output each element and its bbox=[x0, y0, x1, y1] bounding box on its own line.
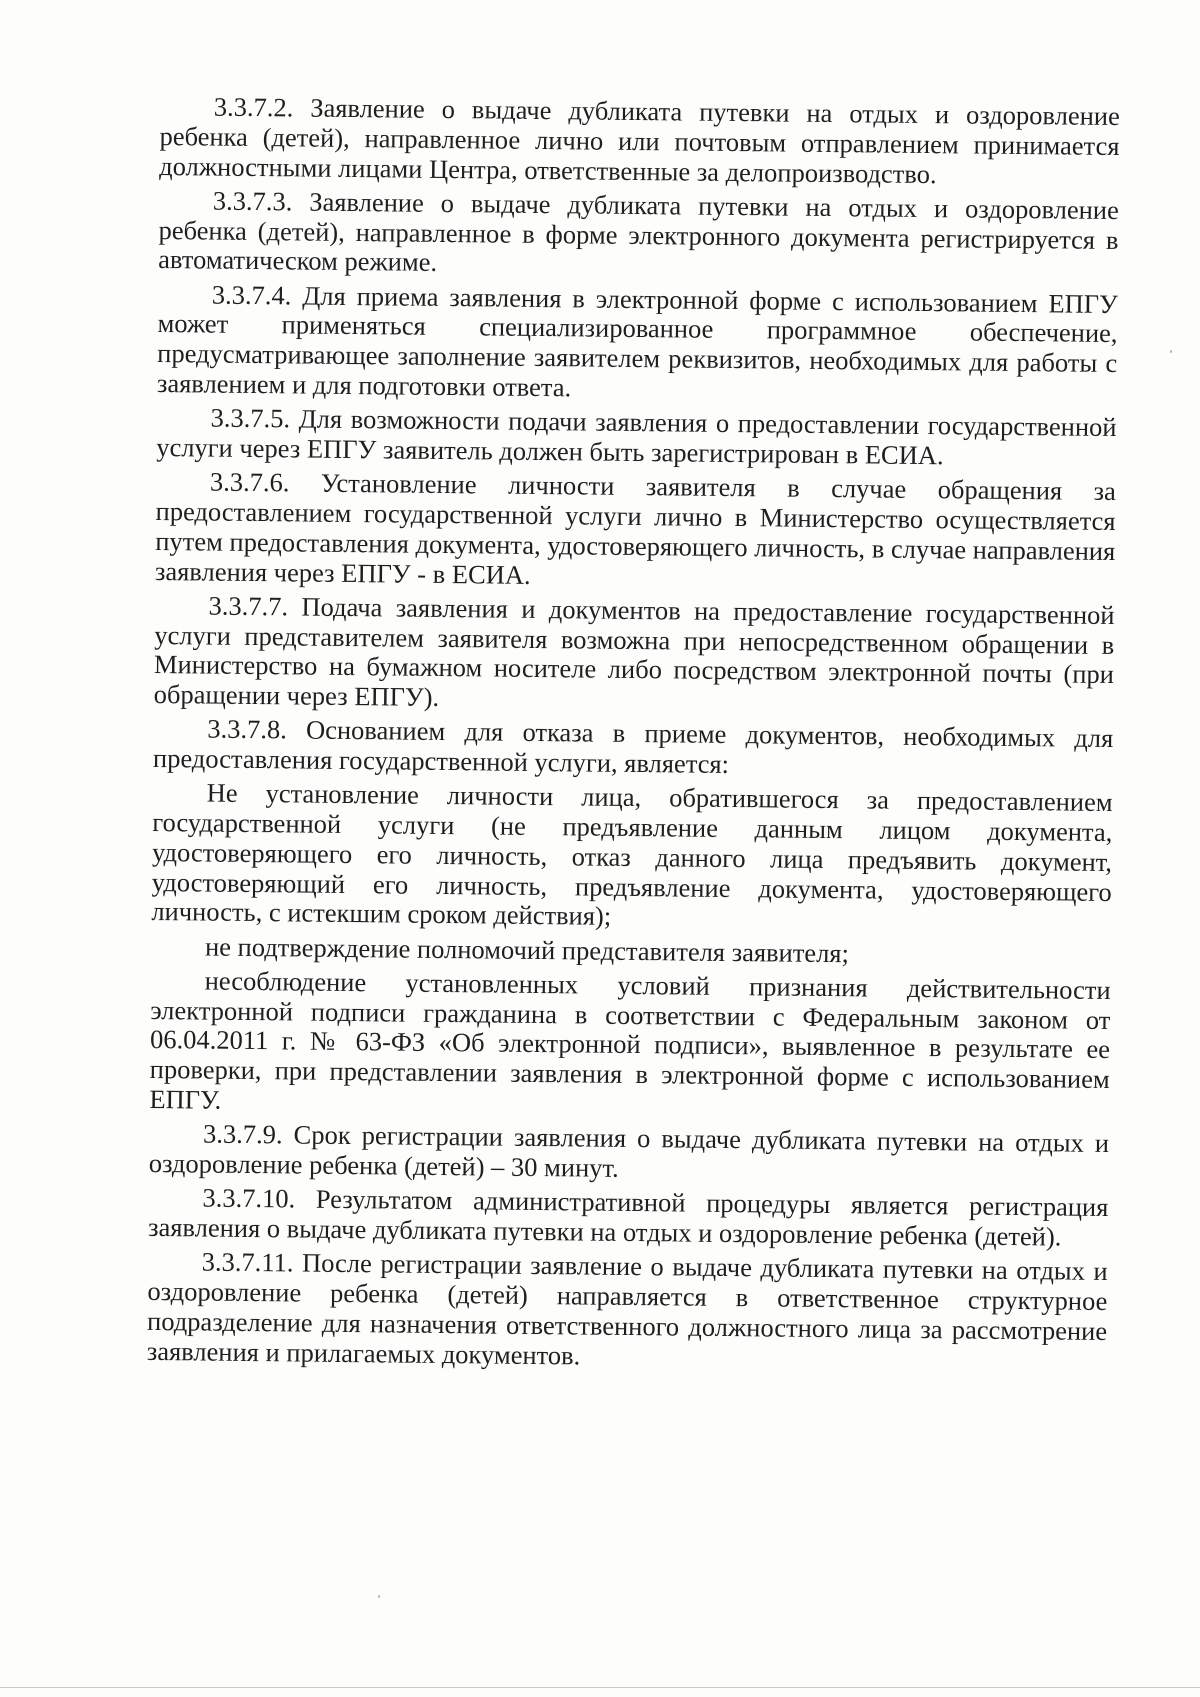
paragraph-3-3-7-10: 3.3.7.10. Результатом административной процедуры является регистрация заявления о выдаче дубликата путевки на отдых и оздоровление ребенка (детей). bbox=[147, 1182, 1109, 1252]
paragraph-3-3-7-3: 3.3.7.3. Заявление о выдаче дубликата путевки на отдых и оздоровление ребенка (детей), направленное в форме электронного документа регистрируется в автоматическом режиме. bbox=[158, 185, 1119, 278]
paragraph-3-3-7-8: 3.3.7.8. Основанием для отказа в приеме документов, необходимых для предоставления государственной услуги, является: bbox=[152, 713, 1114, 780]
paragraph-3-3-7-4: 3.3.7.4. Для приема заявления в электронной форме с использованием ЕПГУ может применяться специализированное программное обеспечение, предусматривающее заполнение заявителем реквизитов, необходимых для работы с заявлением и для подготовки ответа. bbox=[156, 279, 1118, 403]
refusal-ground-identity: Не установление личности лица, обратившегося за предоставлением государственной услуги (не предъявление данным лицом документа, удостоверяющего его личность, отказ данного лица предъявить документ, удостоверяющий его личность, предъявление документа, удостоверяющего личность, с истекшим сроком действия); bbox=[151, 777, 1113, 932]
paragraph-3-3-7-6: 3.3.7.6. Установление личности заявителя в случае обращения за предоставлением государственной услуги лично в Министерство осуществляется путем предоставления документа, удостоверяющего личность, в случае направления заявления через ЕПГУ - в ЕСИА. bbox=[154, 466, 1117, 590]
document-body bbox=[147, 92, 1120, 1381]
scan-bottom-edge bbox=[0, 1687, 1200, 1688]
paragraph-3-3-7-7: 3.3.7.7. Подача заявления и документов на предоставление государственной услуги представителем заявителя возможна при непосредственном обращении в Министерство на бумажном носителе либо посредством электронной почты (при обращении через ЕПГУ). bbox=[153, 590, 1115, 713]
refusal-ground-signature: несоблюдение установленных условий признания действительности электронной подписи гражданина в соответствии с Федеральным законом от 06.04.2011 г. № 63-ФЗ «Об электронной подписи», выявленное в результате ее проверки, при представлении заявления в электронной форме с использованием ЕПГУ. bbox=[149, 965, 1111, 1115]
paragraph-3-3-7-2: 3.3.7.2. Заявление о выдаче дубликата путевки на отдых и оздоровление ребенка (детей), направленное лично или почтовым отправлением принимается должностными лицами Центра, ответственные за делопроизводство. bbox=[159, 91, 1120, 189]
refusal-ground-authority: не подтверждение полномочий представителя заявителя; bbox=[204, 931, 850, 968]
paragraph-3-3-7-5: 3.3.7.5. Для возможности подачи заявления о предоставлении государственной услуги через ЕПГУ заявитель должен быть зарегистрирован в ЕСИА. bbox=[156, 402, 1117, 471]
paragraph-3-3-7-11: 3.3.7.11. После регистрации заявление о выдаче дубликата путевки на отдых и оздоровление ребенка (детей) направляется в ответственное структурное подразделение для назначения ответственного должностного лица за рассмотрение заявления и прилагаемых документов. bbox=[146, 1246, 1108, 1371]
scan-speck bbox=[1170, 350, 1172, 353]
scan-speck bbox=[378, 1595, 380, 1598]
paragraph-3-3-7-9: 3.3.7.9. Срок регистрации заявления о выдаче дубликата путевки на отдых и оздоровление ребенка (детей) – 30 минут. bbox=[148, 1118, 1110, 1183]
